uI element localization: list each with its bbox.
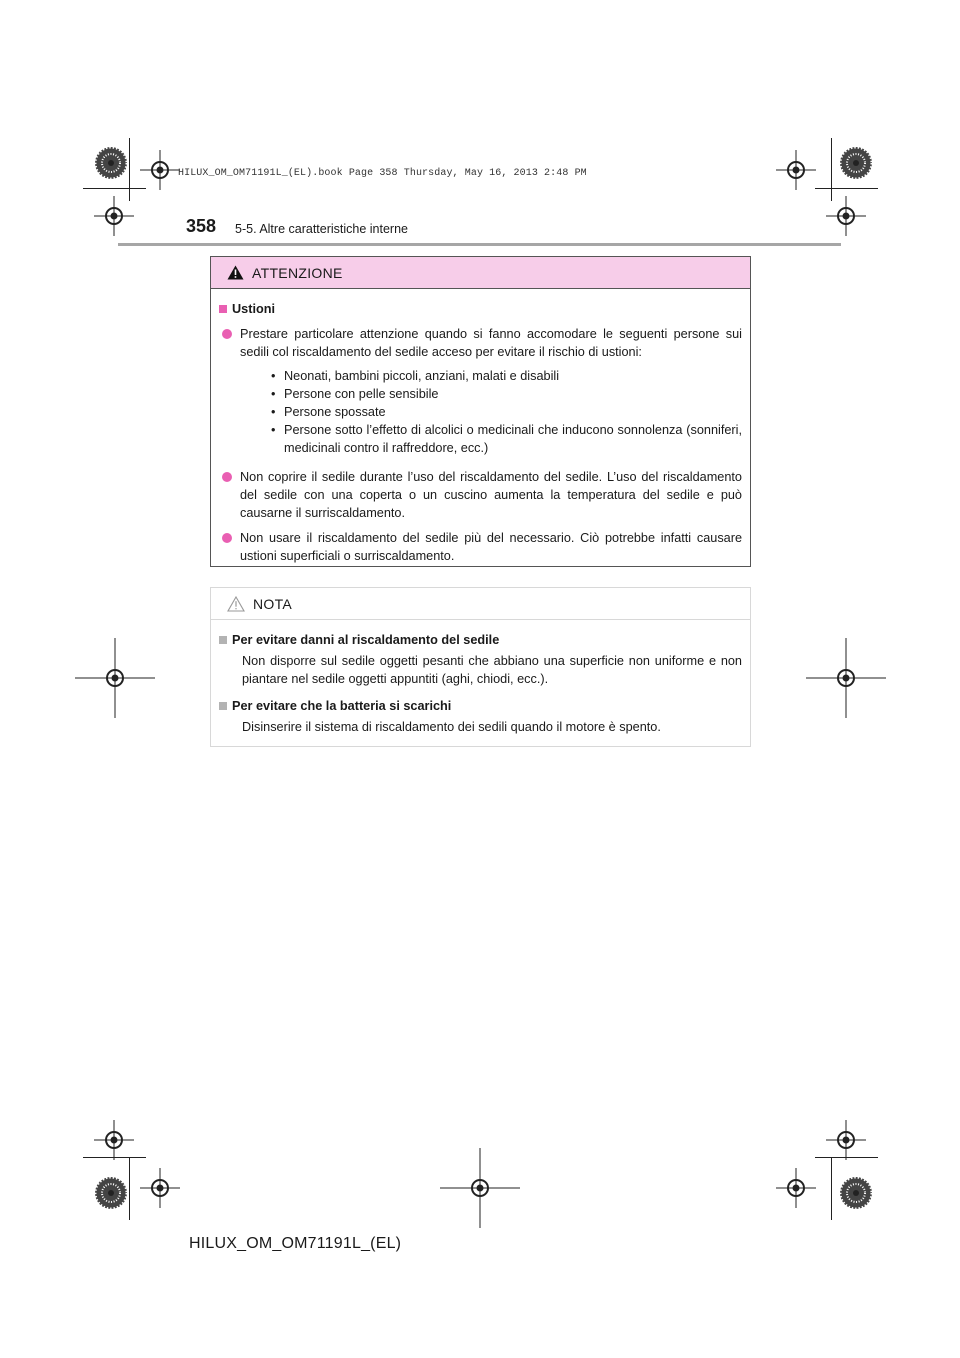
section-marker: [219, 702, 227, 710]
bullet-dot: [222, 472, 232, 482]
list-item: • Persone sotto l’effetto di alcolici o medicinali che inducono sonnolenza (sonniferi, medicinali contro il raffreddore, ecc.): [271, 423, 742, 455]
page-number: 358: [186, 216, 217, 236]
registration-mark-icon: [826, 1120, 866, 1160]
note-text: Non disporre sul sedile oggetti pesanti che abbiano una superficie non uniforme e non piantare nel sedile oggetti appuntiti (aghi, chiodi, ecc.).: [242, 654, 742, 686]
note-heading: Per evitare danni al riscaldamento del sedile: [232, 633, 500, 647]
registration-mark-icon: [776, 1168, 816, 1208]
note-content: [211, 620, 750, 736]
registration-mark-icon: [140, 1168, 180, 1208]
registration-mark-icon: [776, 150, 816, 190]
radial-star-target-icon: [839, 1176, 873, 1210]
bullet-dot: [222, 329, 232, 339]
warning-bullet-text: Non coprire il sedile durante l’uso del riscaldamento del sedile. L’uso del riscaldamento del sedile con una coperta o un cuscino aumenta la temperatura del sedile e può causarne il surriscaldamento.: [240, 470, 742, 520]
book-stamp: HILUX_OM_OM71191L_(EL).book Page 358 Thursday, May 16, 2013 2:48 PM: [178, 168, 587, 179]
registration-mark-icon: [94, 196, 134, 236]
note-text: Disinserire il sistema di riscaldamento dei sedili quando il motore è spento.: [242, 720, 661, 734]
warning-bullet: [222, 468, 742, 522]
radial-star-target-icon: [94, 146, 128, 180]
warning-triangle-icon: [227, 265, 244, 280]
radial-star-target-icon: [839, 146, 873, 180]
list-item: • Persone con pelle sensibile: [271, 387, 439, 401]
warning-bullet-text: Non usare il riscaldamento del sedile più del necessario. Ciò potrebbe infatti causare ustioni superficiali o surriscaldamento.: [240, 531, 742, 563]
registration-mark-icon: [826, 196, 866, 236]
section-marker: [219, 305, 227, 313]
warning-title: ATTENZIONE: [252, 264, 343, 281]
section-title: 5-5. Altre caratteristiche interne: [235, 222, 408, 236]
footer-code: HILUX_OM_OM71191L_(EL): [189, 1235, 402, 1252]
header-rule: [118, 243, 841, 246]
warning-box: [210, 256, 751, 567]
note-title: NOTA: [253, 595, 293, 612]
warning-bullet-text: Prestare particolare attenzione quando si fanno accomodare le seguenti persone sui sedili col riscaldamento del sedile acceso per evitare il rischio di ustioni:: [240, 327, 742, 359]
note-box: [210, 587, 751, 747]
registration-mark-icon: [140, 150, 180, 190]
warning-bullet: [222, 529, 742, 565]
section-marker: [219, 636, 227, 644]
warning-header: [211, 257, 750, 289]
registration-mark-icon: [75, 638, 155, 718]
radial-star-target-icon: [94, 1176, 128, 1210]
warning-content: [211, 289, 750, 565]
registration-mark-icon: [94, 1120, 134, 1160]
warning-triangle-outline-icon: [227, 596, 245, 612]
list-item: • Persone spossate: [271, 405, 386, 419]
note-header: [211, 588, 750, 620]
registration-mark-icon: [440, 1148, 520, 1228]
list-item: • Neonati, bambini piccoli, anziani, malati e disabili: [271, 369, 560, 383]
warning-bullet: [222, 325, 742, 461]
sub-list: [271, 367, 742, 457]
warning-heading: Ustioni: [232, 302, 275, 316]
note-heading: Per evitare che la batteria si scarichi: [232, 699, 452, 713]
registration-mark-icon: [806, 638, 886, 718]
bullet-dot: [222, 533, 232, 543]
